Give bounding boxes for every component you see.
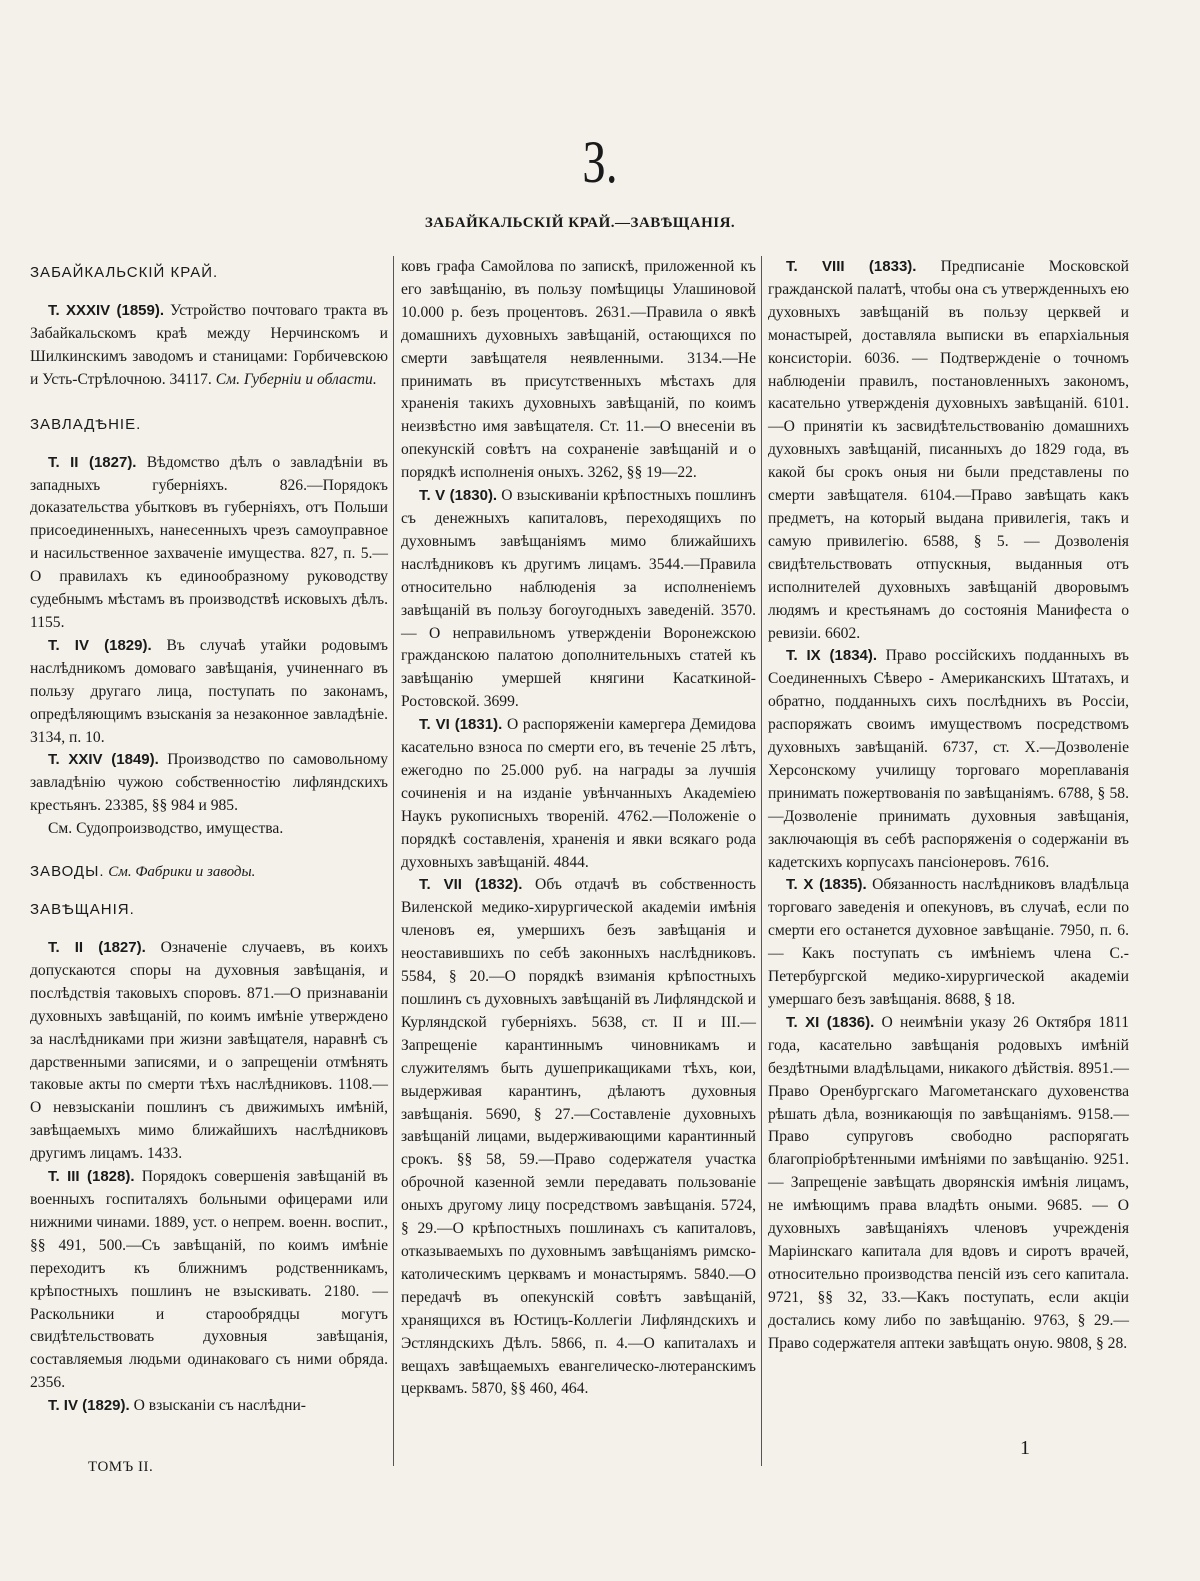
entry (401, 714, 756, 874)
page-number: 1 (1020, 1437, 1030, 1459)
entry (768, 1012, 1129, 1356)
volume-tag: Т. IX (1834). (786, 647, 878, 665)
entry (768, 874, 1129, 1011)
volume-tag: Т. IV (1829). (48, 1397, 130, 1415)
entry-text: Означеніе случаевъ, въ коихъ допускаются споры на духовныя завѣщанія, и послѣдствія таковыхъ споровъ. 871.—О признаваніи духовныхъ завѣщаній, по коимъ имѣніе утверждено за наслѣдниками при жизни завѣщателя, наравнѣ съ дарственными записями, и о запрещеніи отмѣнять таковые акты по смерти тѣхъ наслѣдниковъ. 1108.—О невзысканіи пошлинъ съ движимыхъ имѣній, завѣщаемыхъ мимо ближайшихъ наслѣдниковъ другимъ лицамъ. 1433. (30, 939, 388, 1163)
column-1 (30, 256, 388, 1418)
entry (768, 256, 1129, 645)
heading-zavody-title: ЗАВОДЫ. (30, 863, 105, 881)
see-reference: См. Фабрики и заводы. (104, 864, 256, 881)
entry (768, 645, 1129, 874)
column-3 (768, 256, 1129, 1356)
entry-text: Вѣдомство дѣлъ о завладѣніи въ западныхъ губерніяхъ. 826.—Порядокъ доказательства убытковъ въ губерніяхъ, отъ Польши присоединенныхъ, нанесенныхъ чрезъ самоуправное и насильственное захваченіе имущества. 827, п. 5.—О правилахъ къ единообразному руководству судебнымъ мѣстамъ въ производствѣ исковыхъ дѣлъ. 1155. (30, 453, 388, 631)
volume-tag: Т. V (1830). (419, 487, 498, 505)
entry-text: Обязанность наслѣдниковъ владѣльца торговаго заведенія и опекуновъ, въ случаѣ, если по смерти его останется духовное завѣщаніе. 7950, п. 6. — Какъ поступать съ имѣніемъ члена С.-Петербургской медико-хирургической академіи умершаго безъ завѣщанія. 8688, § 18. (768, 876, 1129, 1008)
volume-tag: Т. VIII (1833). (786, 258, 917, 275)
volume-tag: Т. II (1827). (48, 453, 137, 471)
see-reference: См. Судопроизводство, имущества. (48, 820, 284, 838)
heading-zavladenie: ЗАВЛАДѢНІЕ. (30, 415, 142, 433)
entry (30, 300, 388, 392)
entry-text: Порядокъ совершенія завѣщаній въ военныхъ госпиталяхъ больными офицерами или нижними чинами. 1889, уст. о непрем. военн. воспит., §§ 491, 500.—Съ завѣщаній, по коимъ имѣніе переходитъ къ ближнимъ родственникамъ, крѣпостныхъ пошлинъ не взыскивать. 2180. — Раскольники и старообрядцы могутъ свидѣтельствовать духовныя завѣщанія, составляемыя людьми одинаковаго съ ними обряда. 2356. (30, 1168, 388, 1392)
entry (30, 635, 388, 750)
entry-text: Право россійскихъ подданныхъ въ Соединенныхъ Сѣверо - Американскихъ Штатахъ, и обратно, подданныхъ сихъ послѣднихъ въ Россіи, распоряжать своимъ имуществомъ посредствомъ духовныхъ завѣщаній. 6737, ст. X.—Дозволеніе Херсонскому училищу торговаго мореплаванія принимать пожертвованія по завѣщаніямъ. 6788, § 58.—Дозволеніе принимать духовныя завѣщанія, заключающія въ себѣ распоряженія о содержаніи въ кадетскихъ корпусахъ пансіонеровъ. 7616. (768, 647, 1129, 871)
section-letter: З. (582, 129, 618, 195)
entry-text: Въ случаѣ утайки родовымъ наслѣдникомъ домоваго завѣщанія, учиненнаго въ пользу другаго лица, поступать по законамъ, опредѣляющимъ взысканія за незаконное завладѣніе. 3134, п. 10. (30, 636, 388, 746)
heading-zavody (30, 861, 388, 883)
entry-text: Производство по самовольному завладѣнію чужою собственностію лифляндскихъ крестьянъ. 23385, §§ 984 и 985. (30, 751, 388, 815)
entry (30, 452, 388, 635)
volume-tag: Т. VI (1831). (419, 716, 503, 734)
volume-tag: Т. III (1828). (48, 1168, 135, 1186)
entry-continued: ковъ графа Самойлова по запискѣ, приложенной къ его завѣщанію, въ пользу помѣщицы Улашиновой 10.000 р. безъ процентовъ. 2631.—Правила о явкѣ домашнихъ духовныхъ завѣщаній, остающихся по смерти завѣщателя неявленными. 3134.—Не принимать въ присутственныхъ мѣстахъ для храненія такихъ духовныхъ завѣщаній, по коимъ неизвѣстно имя завѣщателя. Ст. 11.—О внесеніи въ опекунскій совѣтъ на сохраненіе завѣщаній и о порядкѣ исполненія оныхъ. 3262, §§ 19—22. (401, 258, 756, 482)
entry (30, 749, 388, 818)
entry (401, 874, 756, 1401)
column-2 (401, 256, 756, 1401)
entry (30, 1166, 388, 1395)
entry (30, 1395, 388, 1418)
volume-tag: Т. X (1835). (786, 876, 867, 894)
heading-zaveshchaniya: ЗАВѢЩАНІЯ. (30, 901, 135, 919)
volume-tag: Т. II (1827). (48, 939, 146, 957)
volume-tag: Т. XI (1836). (786, 1013, 875, 1031)
running-head: ЗАБАЙКАЛЬСКІЙ КРАЙ.—ЗАВѢЩАНІЯ. (424, 215, 736, 231)
volume-tag: Т. XXIV (1849). (48, 751, 159, 769)
volume-tag: Т. VII (1832). (419, 876, 523, 894)
volume-tag: Т. IV (1829). (48, 636, 152, 654)
volume-footer: ТОМЪ II. (88, 1459, 154, 1475)
column-divider-2 (761, 256, 762, 1466)
volume-tag: Т. XXXIV (1859). (48, 302, 165, 319)
see-reference: См. Губерніи и области. (211, 370, 377, 388)
entry (401, 485, 756, 714)
entry-text: Объ отдачѣ въ собственность Виленской медико-хирургической академіи имѣнія членовъ ея, умершихъ безъ завѣщанія и неоставившихъ по себѣ законныхъ наслѣдниковъ. 5584, § 20.—О порядкѣ взиманія крѣпостныхъ пошлинъ съ духовныхъ завѣщаній въ Лифляндской и Курляндской губерніяхъ. 5638, ст. II и III.—Запрещеніе карантиннымъ чиновникамъ и служителямъ быть душеприкащиками тѣхъ, кои, выдерживая карантинъ, дѣлаютъ духовныя завѣщанія. 5690, § 27.—Составленіе духовныхъ завѣщаній лицами, выдерживающими карантинный срокъ. §§ 58, 59.—Право содержателя участка оброчной казенной земли передавать пользованіе оныхъ другому лицу посредствомъ завѣщанія. 5724, § 29.—О крѣпостныхъ пошлинахъ съ капиталовъ, отказываемыхъ по духовнымъ завѣщаніямъ римско-католическимъ церквамъ и монастырямъ. 5840.—О передачѣ въ опекунскій совѣтъ завѣщаній, хранящихся въ Юстицъ-Коллегіи Лифляндскихъ и Эстляндскихъ Дѣлъ. 5866, п. 4.—О капиталахъ и вещахъ завѣщаемыхъ евангелическо-лютеранскимъ церквамъ. 5870, §§ 460, 464. (401, 876, 757, 1398)
entry-text: Устройство почтоваго тракта въ Забайкальскомъ краѣ между Нерчинскомъ и Шилкинскимъ заводомъ и станицами: Горбичевскою и Усть-Стрѣлочною. 34117. (30, 302, 389, 388)
heading-zabaikalsky: ЗАБАЙКАЛЬСКІЙ КРАЙ. (30, 264, 219, 281)
entry-text: О распоряженіи камергера Демидова касательно взноса по смерти его, въ теченіе 25 лѣтъ, ежегодно по 25.000 руб. на награды за лучшія сочиненія и на изданіе увѣнчанныхъ Академіею Наукъ рукописныхъ твореній. 4762.—Положеніе о порядкѣ составленія, храненія и явки всякаго рода духовныхъ завѣщаній. 4844. (401, 716, 756, 871)
entry-text: О взыскиваніи крѣпостныхъ пошлинъ съ денежныхъ капиталовъ, переходящихъ по духовнымъ завѣщаніямъ мимо ближайшихъ наслѣдниковъ къ другимъ лицамъ. 3544.—Правила относительно наблюденія за исполненіемъ завѣщаній въ пользу богоугодныхъ заведеній. 3570. — О неправильномъ утвержденіи Воронежскою гражданскою палатою дополнительныхъ статей къ завѣщанію умершей княгини Касаткиной-Ростовской. 3699. (401, 487, 756, 711)
entry-text: О неимѣніи указу 26 Октября 1811 года, касательно завѣщанія родовыхъ имѣній бездѣтными владѣльцами, никакого дѣйствія. 8951.—Право Оренбургскаго Магометанскаго духовенства рѣшать дѣла, возникающія по завѣщаніямъ. 9158.—Право супруговъ свободно распорягать благопріобрѣтенными имѣніями по завѣщанію. 9251. — Запрещеніе завѣщать дворянскія имѣнія лицамъ, не имѣющимъ права владѣть оными. 9685. — О духовныхъ завѣщаніяхъ членовъ учрежденія Маріинскаго капитала для вдовъ и сиротъ врачей, относительно производства пенсій изъ сего капитала. 9721, §§ 32, 33.—Какъ поступать, если акціи достались кому либо по завѣщанію. 9763, § 29.—Право содержателя аптеки завѣщать оную. 9808, § 28. (768, 1013, 1129, 1352)
entry (30, 937, 388, 1166)
column-divider-1 (393, 256, 394, 1466)
entry-text: Предписаніе Московской гражданской палатѣ, чтобы она съ утвержденныхъ ею духовныхъ завѣщаній въ пользу церквей и монастырей, доставляла выписки въ епархіальныя консисторіи. 6036. — Подтвержденіе о точномъ наблюденіи правилъ, постановленныхъ закономъ, касательно утвержденія духовныхъ завѣщаній. 6101.—О принятіи къ засвидѣтельствованію домашнихъ духовныхъ завѣщаній, писанныхъ до 1829 года, въ какой бы срокъ оныя ни были представлены по смерти завѣщателя. 6104.—Право завѣщать какъ предметъ, на который выдана привилегія, такъ и самую привилегію. 6588, § 5. — Дозволенія свидѣтельствовать отпускныя, выданныя отъ исполнителей духовныхъ завѣщаній дворовымъ людямъ и крестьянамъ до состоянія Манифеста о ревизіи. 6602. (768, 258, 1129, 642)
entry-text: О взысканіи съ наслѣдни- (129, 1397, 306, 1415)
